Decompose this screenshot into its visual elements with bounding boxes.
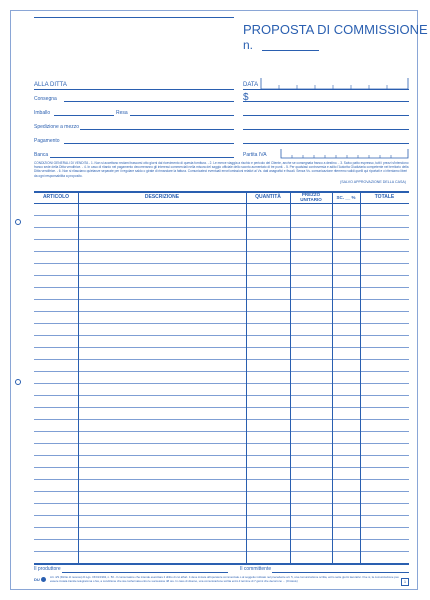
banca-label: Banca <box>34 152 49 158</box>
spedizione-line[interactable] <box>80 129 234 130</box>
table-row[interactable] <box>34 227 409 228</box>
col-totale-header: TOTALE <box>374 194 395 200</box>
footer-fine-print: Art. 4/9 (Diritto di recesso) D.Lgs. 15/01/1992, n. 50 - Il consumatore che intende esercitare il diritto di cui all'art. 4 deve inviare all'operatore commerciale o al soggetto indicato nel precedente art. 5, una comunicazione scritta, entro sette giorni lavorativi. Ove si, la comunicazione puo essere inviata tramite telegramma o fax, a condizione che sia confermata entro le successive 48 ore. In caso di diverso, una comunicazione scritta entro il termine di 7 giorni che decorrono ... (Omissis) <box>50 576 399 583</box>
alla-ditta-line[interactable] <box>34 89 234 90</box>
table-header-rule <box>34 203 409 204</box>
table-row[interactable] <box>34 503 409 504</box>
table-row[interactable] <box>34 479 409 480</box>
address-line-4[interactable] <box>243 143 409 144</box>
table-row[interactable] <box>34 215 409 216</box>
approval-note: (SALVO APPROVAZIONE DELLA CASA) <box>340 180 406 184</box>
table-row[interactable] <box>34 323 409 324</box>
table-bottom-rule <box>34 563 409 565</box>
address-line-1[interactable] <box>243 101 409 102</box>
col-prezzo-header-2: UNITARIO <box>300 197 322 202</box>
produttore-label: Il produttore <box>34 566 61 572</box>
alla-ditta-label: ALLA DITTA <box>34 82 67 88</box>
banca-line[interactable] <box>50 157 234 158</box>
resa-label: Resa <box>116 110 128 116</box>
table-row[interactable] <box>34 299 409 300</box>
spedizione-label: Spedizione a mezzo <box>34 124 80 130</box>
table-row[interactable] <box>34 395 409 396</box>
conditions-text: CONDIZIONI GENERALI DI VENDITA - 1. Non si accettano reclami trascorsi otto giorni dal ricevimento di questa fornitura. - 2. Le merce viaggia a rischio e pericolo del Cliente, anche se consegnata franco a destino. - 3. Salvo patto espresso, tutti i prezzi s'intendono franco sede della Ditta venditrice. - 4. In caso di ritardo nel pagamento decorreranno gli interessi commerciali nella misura del saggio ufficiale dello sconto aumentato di tre punti. - 5. Per qualsiasi controversia e adito l'Autorita Giudiziaria competente nel territorio della Ditta venditrice. - 6. Non si rilasciano quietanze separate per il regolare saldo o girate di rimandare la fattura. Comunicateci eventuali errori/omissioni relativi ai Vs. dati anagrafici e fiscali. Senza Vs. comunicazione riterremo validi quelli qui riportati e ci riteniamo liberi da ogni responsabilita a proposito. <box>34 161 409 178</box>
imballo-label: Imballo <box>34 110 51 116</box>
brand-logo-icon <box>41 577 46 582</box>
resa-line[interactable] <box>130 115 234 116</box>
table-row[interactable] <box>34 287 409 288</box>
col-articolo-header: ARTICOLO <box>42 194 70 200</box>
currency-symbol: $ <box>243 92 249 103</box>
punch-hole-top <box>15 219 21 225</box>
committente-signature-line[interactable] <box>272 572 409 573</box>
table-row[interactable] <box>34 443 409 444</box>
col-divider-1 <box>78 191 79 563</box>
table-row[interactable] <box>34 359 409 360</box>
table-row[interactable] <box>34 431 409 432</box>
col-divider-4 <box>332 191 333 563</box>
punch-hole-bottom <box>15 379 21 385</box>
table-row[interactable] <box>34 263 409 264</box>
partita-iva-label: Partita IVA <box>243 152 267 158</box>
table-row[interactable] <box>34 527 409 528</box>
table-row[interactable] <box>34 455 409 456</box>
table-row[interactable] <box>34 371 409 372</box>
consegna-line[interactable] <box>64 101 234 102</box>
table-row[interactable] <box>34 467 409 468</box>
table-row[interactable] <box>34 491 409 492</box>
table-row[interactable] <box>34 419 409 420</box>
number-label: n. <box>243 38 254 52</box>
col-descrizione-header: DESCRIZIONE <box>144 194 180 200</box>
col-sconto-header: SC. __ % <box>336 195 356 200</box>
imballo-line[interactable] <box>54 115 114 116</box>
table-row[interactable] <box>34 311 409 312</box>
col-divider-3 <box>290 191 291 563</box>
header-rule <box>34 17 234 18</box>
table-row[interactable] <box>34 551 409 552</box>
table-row[interactable] <box>34 275 409 276</box>
table-row[interactable] <box>34 515 409 516</box>
document-title: PROPOSTA DI COMMISSIONE <box>243 22 428 37</box>
number-field-line[interactable] <box>262 50 319 51</box>
page-code-box: 1 <box>401 578 409 586</box>
table-row[interactable] <box>34 407 409 408</box>
col-divider-5 <box>360 191 361 563</box>
pagamento-label: Pagamento <box>34 138 60 144</box>
data-label: DATA <box>243 82 259 88</box>
brand-logo: DU <box>34 577 40 582</box>
address-line-2[interactable] <box>243 115 409 116</box>
table-row[interactable] <box>34 335 409 336</box>
table-row[interactable] <box>34 251 409 252</box>
produttore-signature-line[interactable] <box>62 572 228 573</box>
table-row[interactable] <box>34 239 409 240</box>
col-prezzo-header-1: PREZZO <box>301 192 321 197</box>
address-line-3[interactable] <box>243 129 409 130</box>
pagamento-line[interactable] <box>64 143 234 144</box>
date-boxes[interactable] <box>260 77 410 90</box>
committente-label: Il committente <box>240 566 272 572</box>
col-divider-2 <box>246 191 247 563</box>
col-quantita-header: QUANTITÀ <box>255 194 281 200</box>
table-row[interactable] <box>34 383 409 384</box>
partita-iva-boxes[interactable] <box>280 148 410 160</box>
table-row[interactable] <box>34 539 409 540</box>
table-top-rule <box>34 191 409 193</box>
consegna-label: Consegna <box>34 96 57 102</box>
table-row[interactable] <box>34 347 409 348</box>
